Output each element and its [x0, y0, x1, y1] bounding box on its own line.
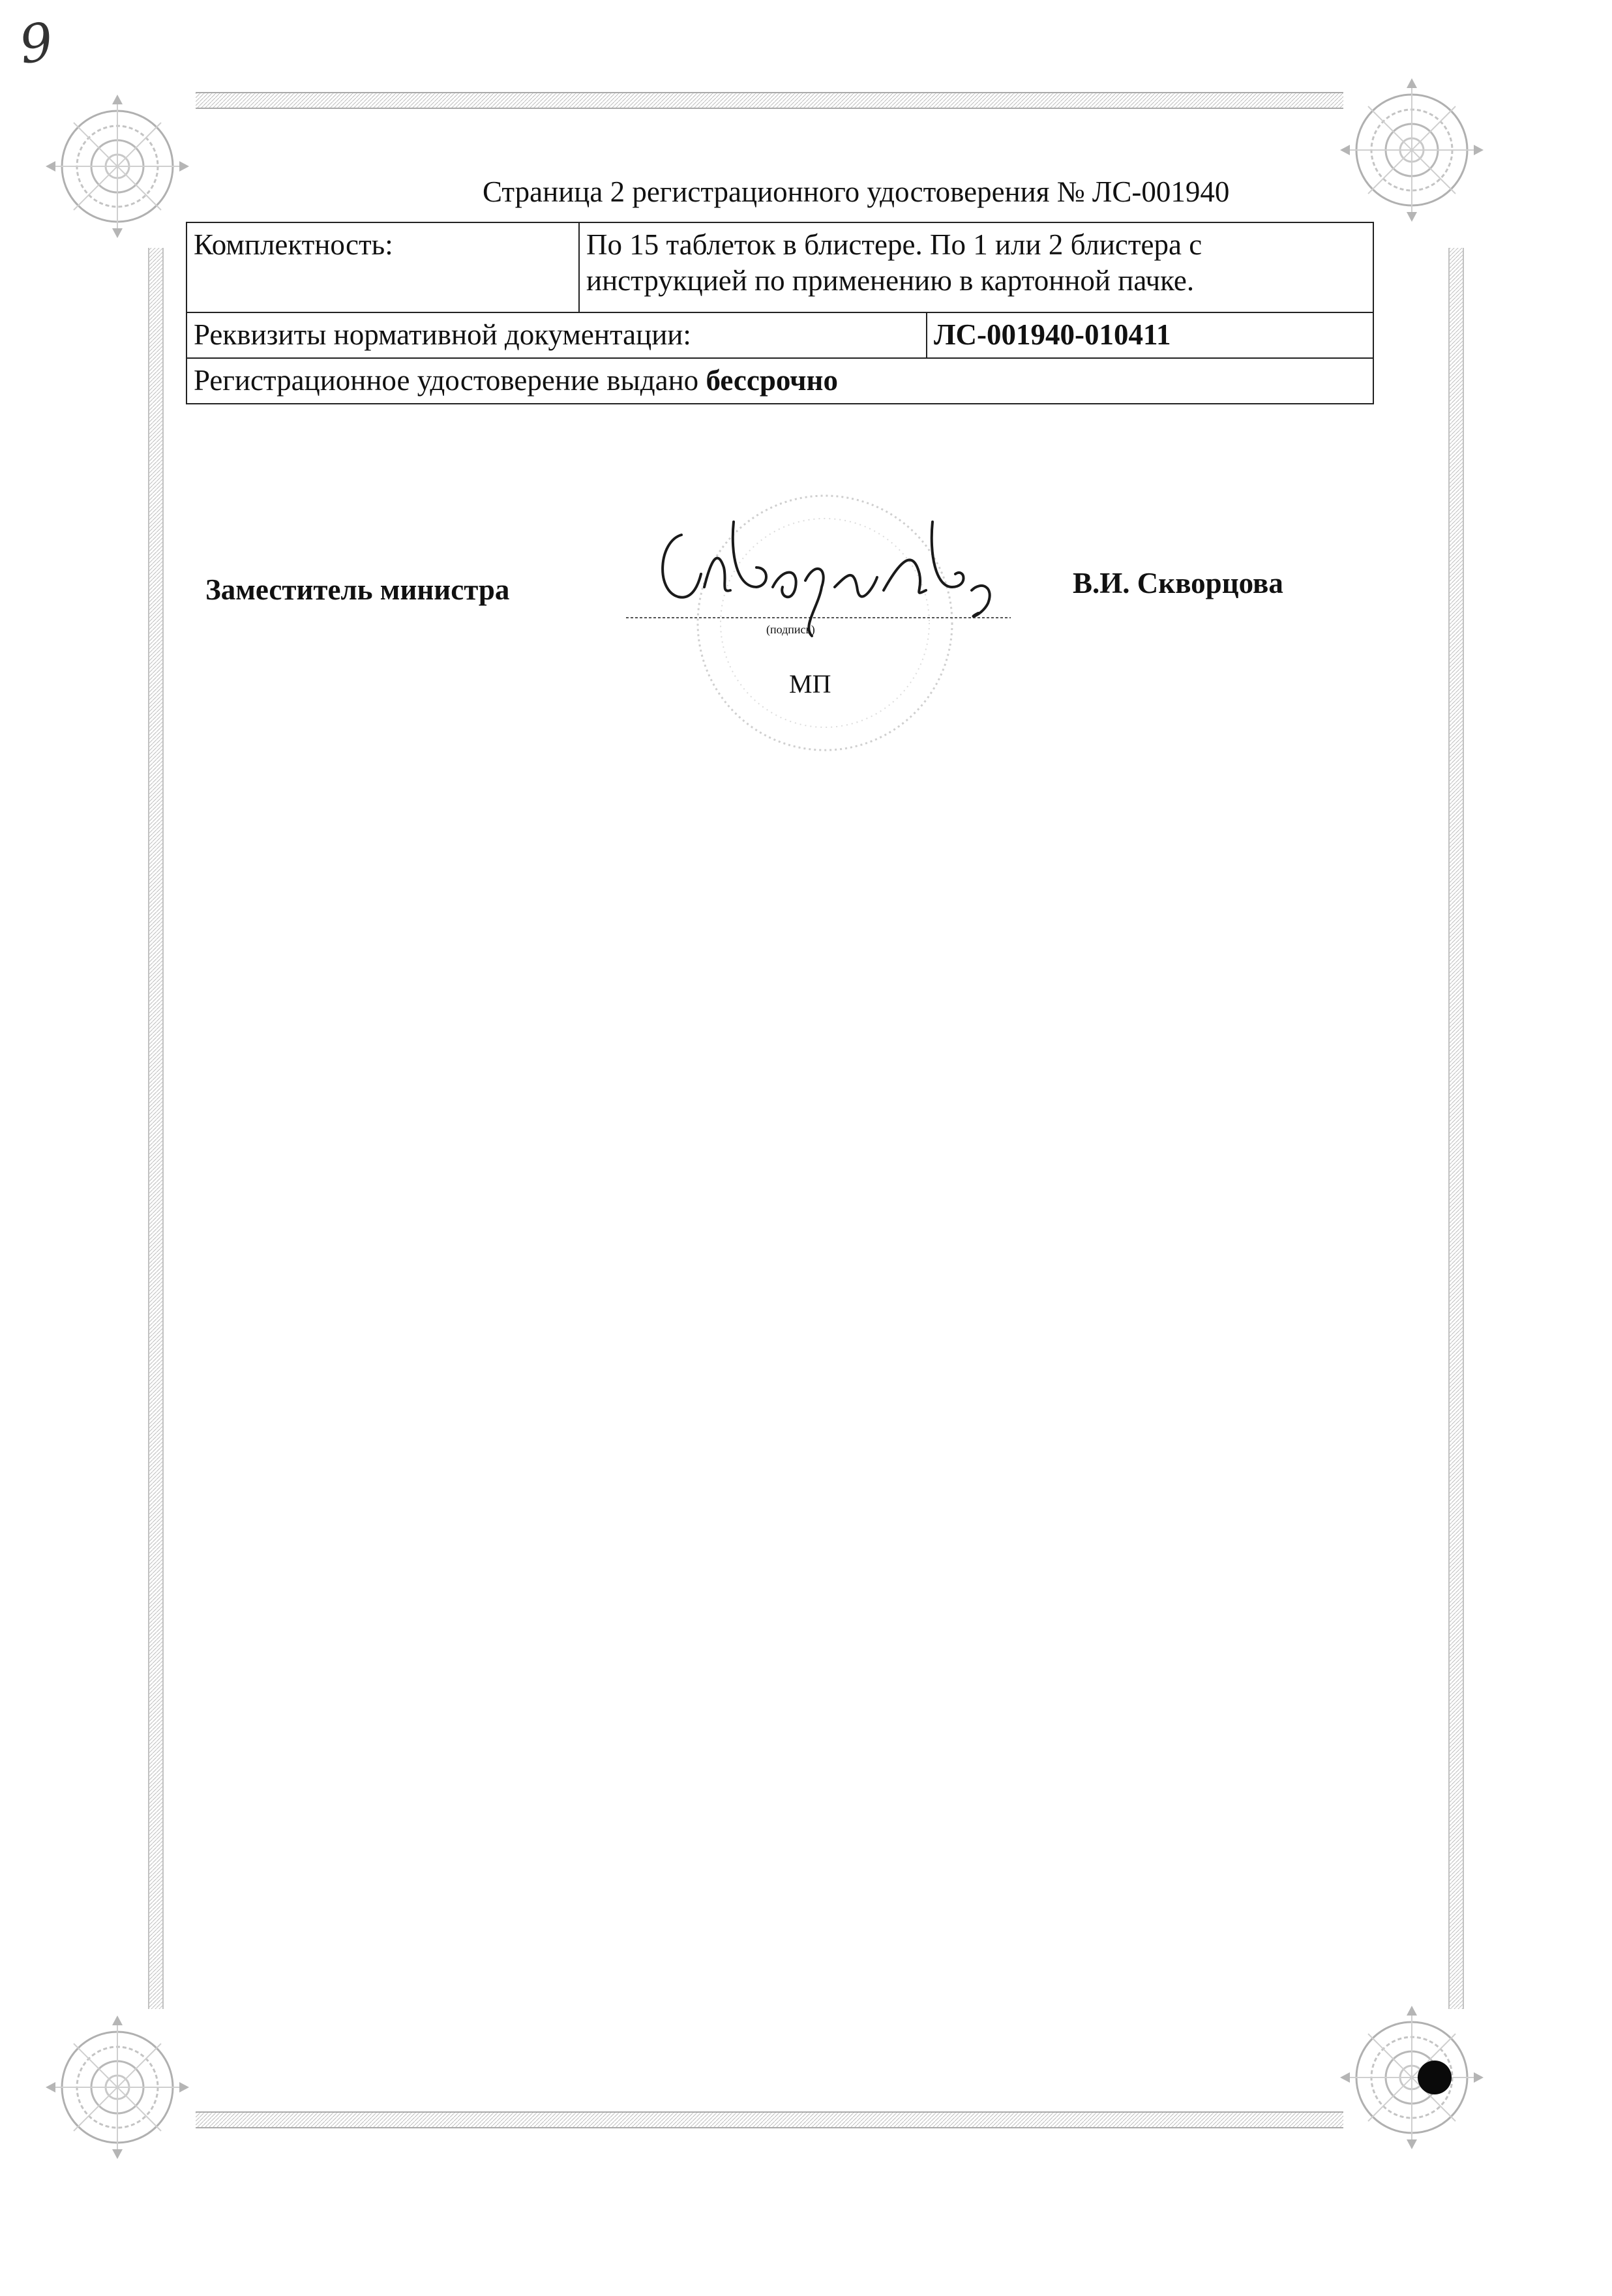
signatory-title: Заместитель министра	[205, 573, 510, 606]
issued-prefix: Регистрационное удостоверение выдано	[194, 364, 706, 397]
komplektnost-line-1: По 15 таблеток в блистере. По 1 или 2 блистера с	[586, 228, 1202, 261]
registration-table	[186, 222, 1374, 404]
komplektnost-label: Комплектность:	[187, 222, 579, 312]
issued-term: бессрочно	[706, 364, 838, 397]
page-header: Страница 2 регистрационного удостоверения № ЛС-001940	[483, 175, 1230, 208]
rekvizity-label: Реквизиты нормативной документации:	[187, 312, 927, 358]
issued-statement	[187, 358, 1373, 404]
stamp-label: МП	[789, 669, 831, 699]
signatory-name: В.И. Скворцова	[1073, 567, 1283, 599]
komplektnost-value	[579, 222, 1373, 312]
komplektnost-line-2: инструкцией по применению в картонной пачке.	[586, 264, 1195, 297]
table-row-komplektnost	[187, 222, 1373, 312]
rekvizity-value: ЛС-001940-010411	[927, 312, 1373, 358]
signature-caption: (подпись)	[766, 623, 815, 636]
table-row-issued	[187, 358, 1373, 404]
table-row-rekvizity	[187, 312, 1373, 358]
handwritten-page-number: 9	[15, 10, 57, 76]
